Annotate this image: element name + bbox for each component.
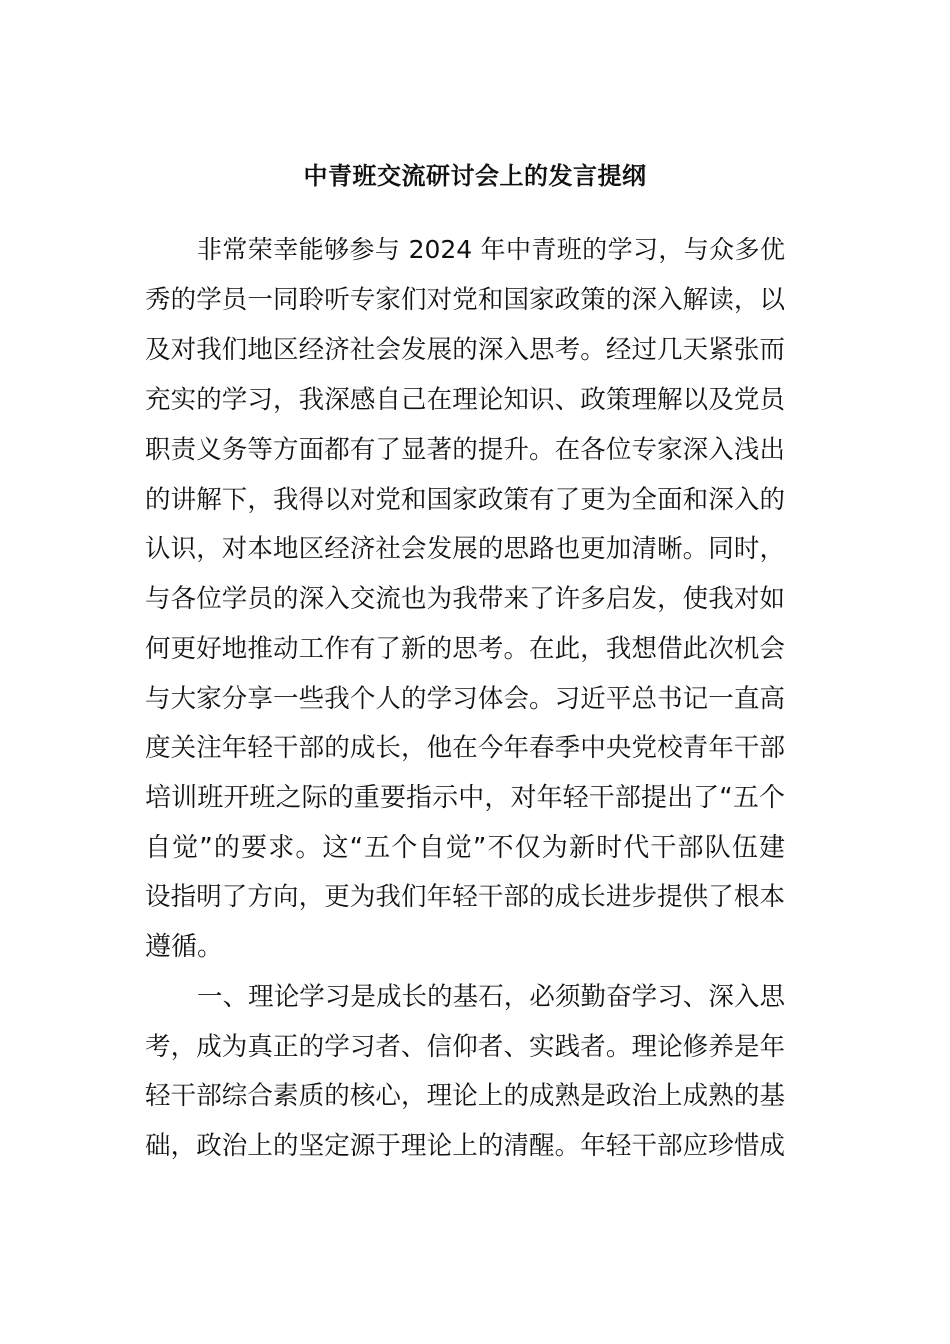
paragraph-line: 遵循。 (145, 932, 224, 962)
paragraph-line: 度关注年轻干部的成长，他在今年春季中央党校青年干部 (145, 733, 785, 763)
paragraph-line: 充实的学习，我深感自己在理论知识、政策理解以及党员 (145, 385, 785, 415)
paragraph-line: 职责义务等方面都有了显著的提升。在各位专家深入浅出 (145, 435, 785, 465)
paragraph-line: 何更好地推动工作有了新的思考。在此，我想借此次机会 (145, 634, 785, 664)
paragraph-line: 考，成为真正的学习者、信仰者、实践者。理论修养是年 (145, 1032, 785, 1062)
paragraph-line: 培训班开班之际的重要指示中，对年轻干部提出了“五个 (145, 783, 785, 813)
paragraph-line: 与大家分享一些我个人的学习体会。习近平总书记一直高 (145, 684, 785, 714)
paragraph-line: 秀的学员一同聆听专家们对党和国家政策的深入解读，以 (145, 285, 785, 315)
paragraph-line: 一、理论学习是成长的基石，必须勤奋学习、深入思 (197, 982, 785, 1012)
paragraph-line: 自觉”的要求。这“五个自觉”不仅为新时代干部队伍建 (145, 833, 785, 863)
paragraph-line: 设指明了方向，更为我们年轻干部的成长进步提供了根本 (145, 882, 785, 912)
paragraph-line: 轻干部综合素质的核心，理论上的成熟是政治上成熟的基 (145, 1081, 785, 1111)
paragraph-line: 认识，对本地区经济社会发展的思路也更加清晰。同时， (145, 534, 785, 564)
paragraph-line: 础，政治上的坚定源于理论上的清醒。年轻干部应珍惜成 (145, 1131, 785, 1161)
document-title: 中青班交流研讨会上的发言提纲 (303, 162, 647, 190)
paragraph-line: 非常荣幸能够参与 2024 年中青班的学习，与众多优 (197, 235, 785, 264)
paragraph-line: 与各位学员的深入交流也为我带来了许多启发，使我对如 (145, 584, 785, 614)
paragraph-line: 及对我们地区经济社会发展的深入思考。经过几天紧张而 (145, 335, 785, 365)
paragraph-line: 的讲解下，我得以对党和国家政策有了更为全面和深入的 (145, 485, 785, 515)
